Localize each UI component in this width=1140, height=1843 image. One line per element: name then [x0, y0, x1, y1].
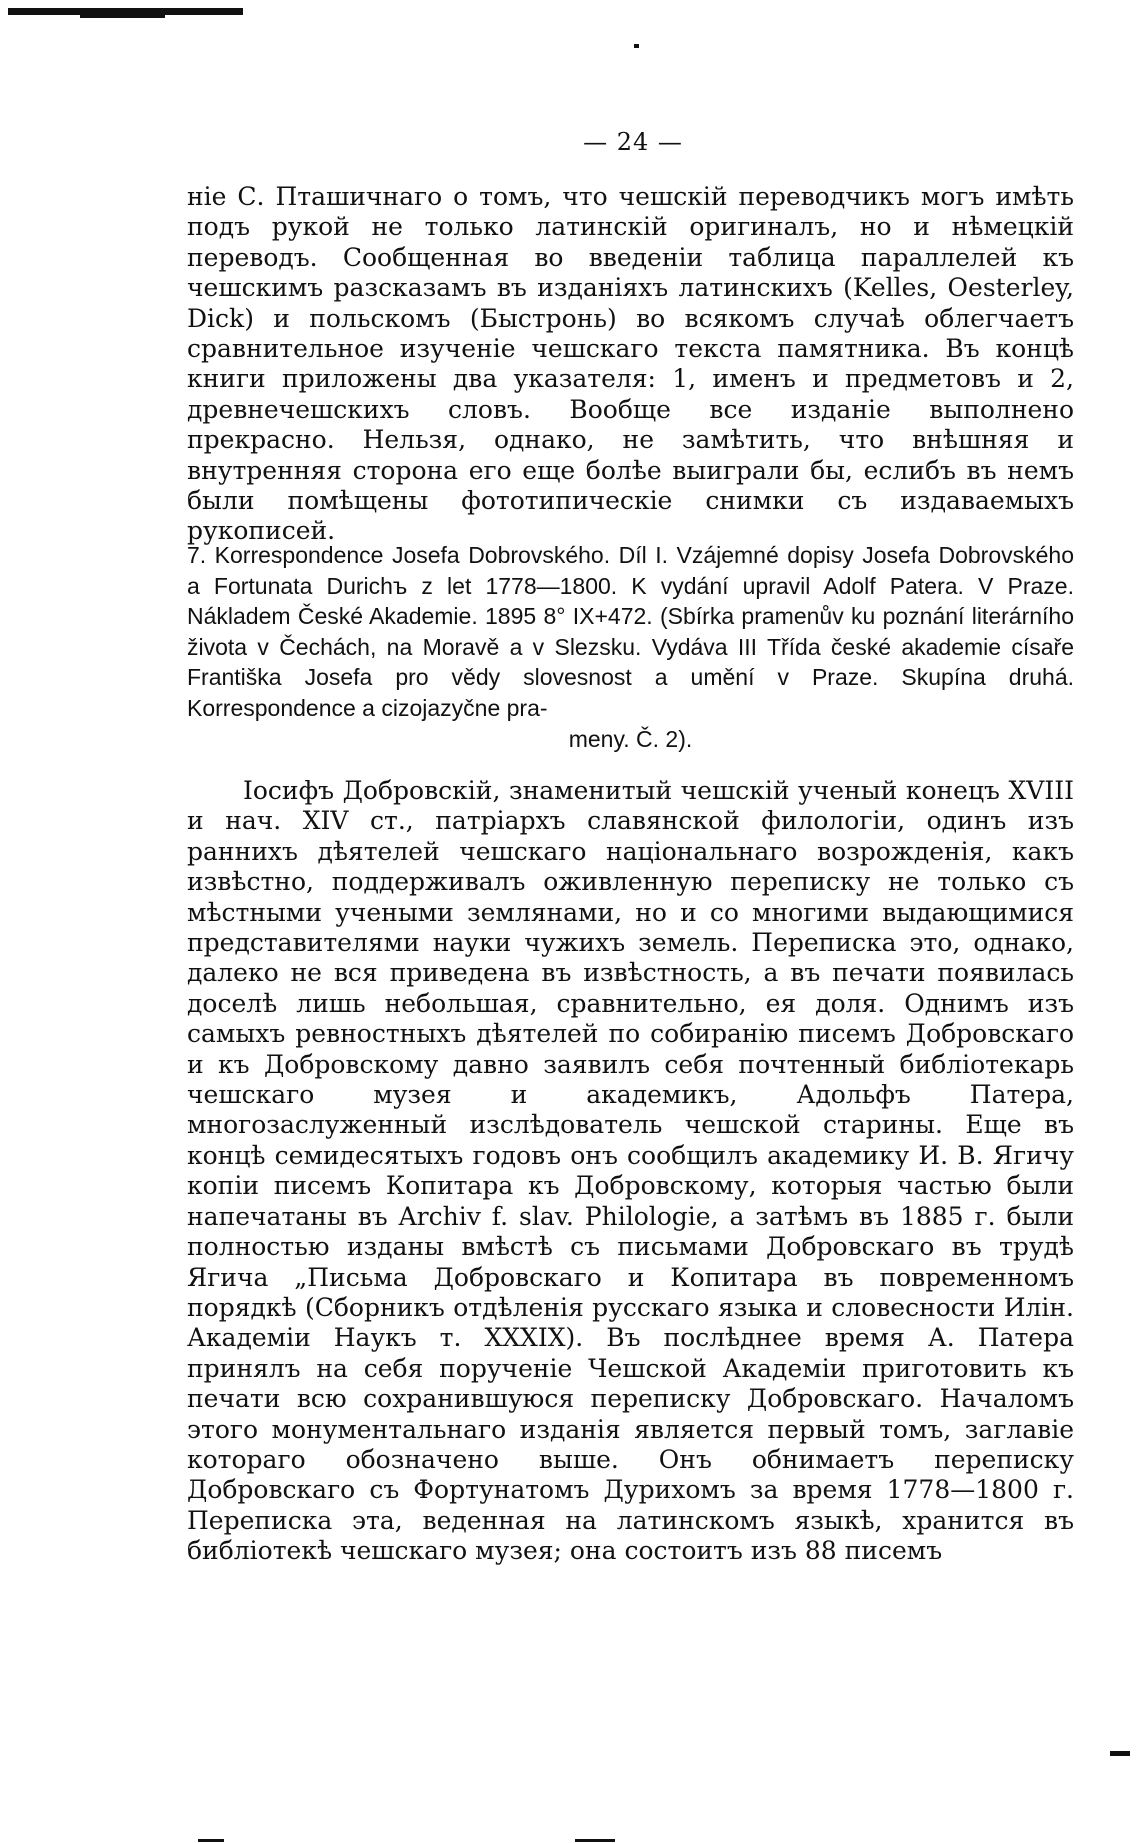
scan-artifact-dot [634, 44, 639, 48]
scan-artifact-bottom-left [198, 1839, 224, 1842]
scan-artifact-bottom-center [575, 1839, 615, 1842]
page-number: — 24 — [583, 128, 683, 156]
scan-artifact-top-left [8, 8, 243, 15]
bibliographic-entry [187, 540, 1074, 754]
bibliographic-entry-end: meny. Č. 2). [568, 725, 693, 752]
scan-artifact-right-edge [1110, 1751, 1130, 1756]
bibliographic-entry-main: 7. Korrespondence Josefa Dobrovského. Díl I. Vzájemné dopisy Josefa Dobrovského a Fortunata Durichъ z let 1778—1800. K vydání upravil Adolf Patera. V Praze. Nákladem České Akademie. 1895 8° IX+472. (Sbírka pramenův ku poznání literárního života v Čechách, na Moravě a v Slezsku. Vydáva III Třída české akademie císaře Františka Josefa pro vědy slovesnost a umění v Praze. Skupína druhá. Korrespondence a cizojazyčne pra- [187, 542, 1074, 721]
scan-artifact-top-left-secondary [80, 15, 165, 18]
paragraph-review-continuation: ніе С. Пташичнаго о томъ, что чешскій переводчикъ могъ имѣть подъ рукой не только латинскій оригиналъ, но и нѣмецкій переводъ. Сообщенная во введеніи таблица параллелей къ чешскимъ разсказамъ въ изданіяхъ латинскихъ (Kelles, Oesterley, Dick) и польскомъ (Быстронь) во всякомъ случаѣ облегчаетъ сравнительное изученіе чешскаго текста памятника. Въ концѣ книги приложены два указателя: 1, именъ и предметовъ и 2, древнечешскихъ словъ. Вообще все изданіе выполнено прекрасно. Нельзя, однако, не замѣтить, что внѣшняя и внутренняя сторона его еще болѣе выиграли бы, еслибъ въ немъ были помѣщены фототипическіе снимки съ издаваемыхъ рукописей. [187, 182, 1074, 546]
paragraph-dobrovsky-correspondence: Іосифъ Добровскій, знаменитый чешскій ученый конецъ XVIII и нач. XIV ст., патріархъ славянской филологіи, одинъ изъ раннихъ дѣятелей чешскаго національнаго возрожденія, какъ извѣстно, поддерживалъ оживленную переписку не только съ мѣстными учеными землянами, но и со многими выдающимися представителями науки чужихъ земель. Переписка это, однако, далеко не вся приведена въ извѣстность, а въ печати появилась доселѣ лишь небольшая, сравнительно, ея доля. Однимъ изъ самыхъ ревностныхъ дѣятелей по собиранію писемъ Добровскаго и къ Добровскому давно заявилъ себя почтенный библіотекарь чешскаго музея и академикъ, Адольфъ Патера, многозаслуженный изслѣдователь чешской старины. Еще въ концѣ семидесятыхъ годовъ онъ сообщилъ академику И. В. Ягичу копіи писемъ Копитара къ Добровскому, которыя частью были напечатаны въ Archiv f. slav. Philologie, а затѣмъ въ 1885 г. были полностью изданы вмѣстѣ съ письмами Добровскаго въ трудѣ Ягича „Письма Добровскаго и Копитара въ повременномъ порядкѣ (Сборникъ отдѣленія русскаго языка и словесности Илін. Академіи Наукъ т. XXXIX). Въ послѣднее время А. Патера принялъ на себя порученіе Чешской Академіи приготовить къ печати всю сохранившуюся переписку Добровскаго. Началомъ этого монументальнаго изданія является первый томъ, заглавіе котораго обозначено выше. Онъ обнимаетъ переписку Добровскаго съ Фортунатомъ Дурихомъ за время 1778—1800 г. Переписка эта, веденная на латинскомъ языкѣ, хранится въ библіотекѣ чешскаго музея; она состоитъ изъ 88 писемъ [187, 776, 1074, 1566]
